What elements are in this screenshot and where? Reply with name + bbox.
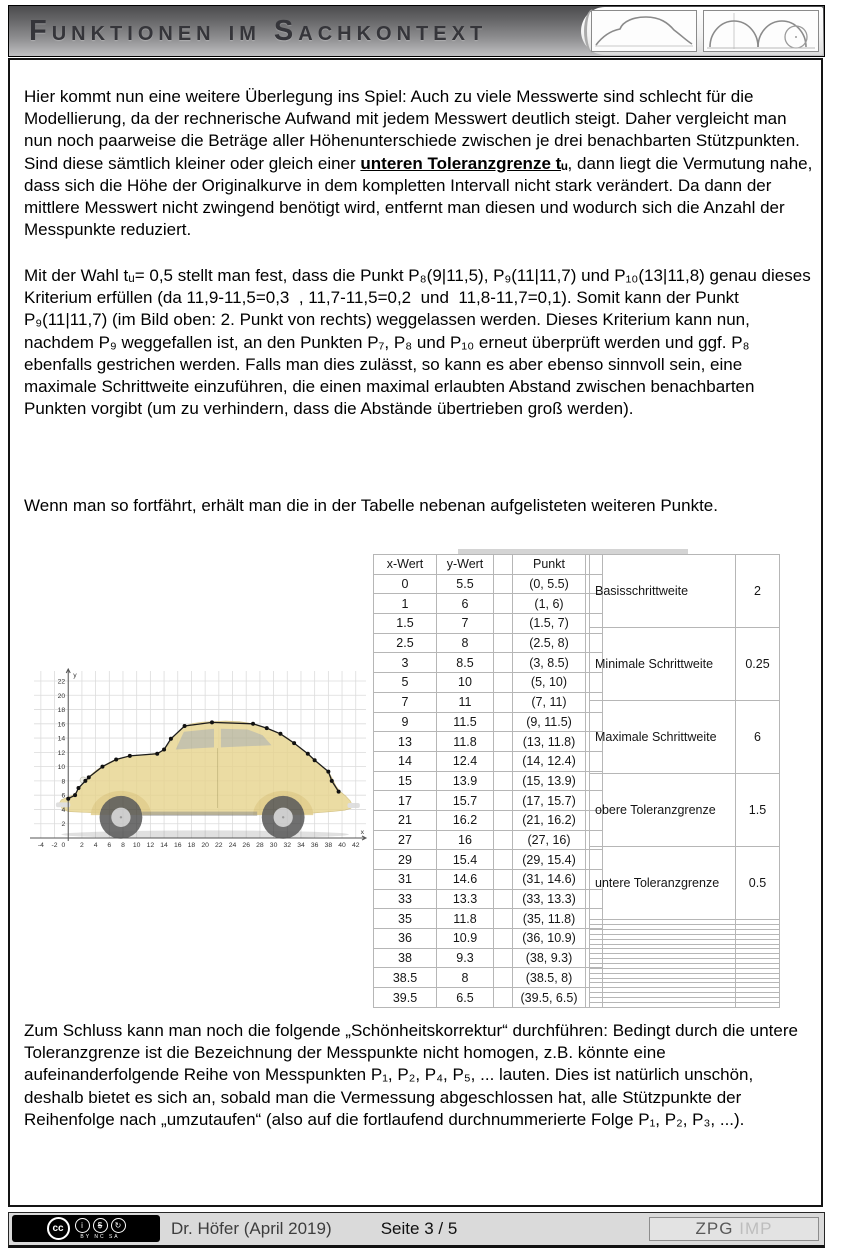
y-value-cell: 10 (437, 673, 494, 693)
content-area (8, 58, 823, 1207)
cc-sa-icon: ↻ (111, 1218, 126, 1233)
punkt-cell: (9, 11.5) (513, 712, 586, 732)
paragraph-3: Wenn man so fortfährt, erhält man die in der Tabelle nebenan aufgelisteten weiteren Punkte. (24, 496, 718, 515)
setting-label-cell: Maximale Schrittweite (590, 701, 736, 774)
svg-text:42: 42 (351, 842, 360, 849)
svg-text:4: 4 (93, 842, 98, 849)
y-value-cell: 8 (437, 968, 494, 988)
svg-text:26: 26 (242, 842, 250, 849)
y-value-cell: 5.5 (437, 574, 494, 594)
x-value-cell: 13 (374, 732, 437, 752)
y-value-cell: 11.8 (437, 732, 494, 752)
svg-text:2: 2 (80, 842, 84, 849)
punkt-cell: (14, 12.4) (513, 751, 586, 771)
setting-value-cell: 6 (736, 701, 780, 774)
y-value-cell: 11.5 (437, 712, 494, 732)
imp-label: IMP (739, 1219, 773, 1238)
punkt-cell: (35, 11.8) (513, 909, 586, 929)
car-profile-curve-icon (591, 10, 697, 52)
spacer-cell (494, 948, 513, 968)
y-value-cell: 7 (437, 614, 494, 634)
svg-text:18: 18 (187, 842, 196, 849)
y-value-cell: 15.4 (437, 850, 494, 870)
setting-label-cell: Minimale Schrittweite (590, 628, 736, 701)
header-thumbnails (581, 7, 823, 55)
setting-value-cell: 2 (736, 555, 780, 628)
y-value-cell: 16 (437, 830, 494, 850)
svg-text:22: 22 (57, 678, 66, 686)
svg-text:38: 38 (324, 842, 333, 849)
punkt-cell: (29, 15.4) (513, 850, 586, 870)
beetle-plot-figure (14, 666, 372, 854)
svg-text:36: 36 (310, 842, 319, 849)
y-value-cell: 9.3 (437, 948, 494, 968)
x-value-cell: 7 (374, 692, 437, 712)
svg-text:y: y (73, 672, 77, 679)
spacer-cell (494, 732, 513, 752)
spacer-cell (494, 614, 513, 634)
x-value-cell: 1.5 (374, 614, 437, 634)
settings-table (589, 554, 780, 1008)
footer-author: Dr. Höfer (April 2019) (171, 1219, 332, 1238)
svg-text:8: 8 (61, 778, 66, 786)
punkt-cell: (13, 11.8) (513, 732, 586, 752)
col-header-y: y-Wert (437, 555, 494, 575)
two-arches-curve-icon (703, 10, 819, 52)
svg-text:10: 10 (132, 842, 141, 849)
punkt-cell: (33, 13.3) (513, 889, 586, 909)
emphasis-untere-toleranzgrenze: unteren Toleranzgrenze tᵤ (360, 153, 568, 173)
paragraph-4: Zum Schluss kann man noch die folgende „Schönheitskorrektur“ durchführen: Bedingt durch die untere Toleranzgrenze ist die Bezeichnung der Messpunkte nicht homogen, z.B. könnte eine aufeinanderfolgende Reihe von Messpunkten P₁, P₂, P₄, P₅, ... lauten. Dies ist natürlich unschön, deshalb bietet es sich an, sobald man die Vermessung abgeschlossen hat, alle Stützpunkte der Reihenfolge nach „umzutaufen“ (also auf die fortlaufend durchnummerierte Folge P₁, P₂, P₃, ...). (24, 1021, 798, 1129)
svg-text:6: 6 (61, 792, 66, 800)
x-value-cell: 39.5 (374, 988, 437, 1008)
spacer-cell (494, 574, 513, 594)
tables-region (373, 554, 773, 1010)
svg-text:8: 8 (121, 842, 125, 849)
cc-nc-icon: $ (93, 1218, 108, 1233)
paragraph-1-text: Hier kommt nun eine weitere Überlegung ins Spiel: Auch zu viele Messwerte sind schlecht für die Modellierung, da der rechnerische Aufwand mit jedem Messwert deutlich steigt. Daher vergleicht man nun noch paarweise die Beträge aller Höhenunterschiede zwischen je drei benachbarten Stützpunkten. Sind diese sämtlich kleiner oder gleich einer (24, 87, 800, 173)
svg-text:-4: -4 (37, 842, 44, 849)
setting-label-cell (590, 1002, 736, 1007)
y-value-cell: 8.5 (437, 653, 494, 673)
x-value-cell: 5 (374, 673, 437, 693)
col-header-punkt: Punkt (513, 555, 586, 575)
y-value-cell: 15.7 (437, 791, 494, 811)
svg-text:4: 4 (61, 806, 66, 814)
spacer-cell (494, 673, 513, 693)
y-value-cell: 11 (437, 692, 494, 712)
spacer-cell (494, 850, 513, 870)
svg-text:34: 34 (297, 842, 305, 849)
punkt-cell: (17, 15.7) (513, 791, 586, 811)
svg-text:22: 22 (215, 842, 223, 849)
x-value-cell: 0 (374, 574, 437, 594)
punkt-cell: (1, 6) (513, 594, 586, 614)
x-value-cell: 29 (374, 850, 437, 870)
punkt-cell: (2.5, 8) (513, 633, 586, 653)
x-value-cell: 33 (374, 889, 437, 909)
svg-text:16: 16 (57, 721, 66, 729)
x-value-cell: 14 (374, 751, 437, 771)
punkt-cell: (27, 16) (513, 830, 586, 850)
svg-text:16: 16 (173, 842, 182, 849)
svg-text:14: 14 (57, 735, 66, 743)
paragraph-1 (24, 86, 816, 241)
svg-text:0: 0 (61, 842, 66, 849)
punkt-cell: (36, 10.9) (513, 929, 586, 949)
svg-text:12: 12 (57, 749, 66, 757)
setting-value-cell (736, 1002, 780, 1007)
y-value-cell: 12.4 (437, 751, 494, 771)
svg-text:18: 18 (57, 707, 66, 715)
paragraph-1-text-after: , dann liegt die Vermutung nahe, dass sich die Höhe der Originalkurve in dem kompletten Intervall nicht stark verändert. Da dann der mittlere Messwert nicht zwingend benötigt wird, entfernt man diesen und wodurch sich die Anzahl der Messpunkte reduziert. (24, 153, 813, 240)
y-value-cell: 6.5 (437, 988, 494, 1008)
spacer-cell (494, 870, 513, 890)
y-value-cell: 13.3 (437, 889, 494, 909)
punkt-cell: (38.5, 8) (513, 968, 586, 988)
setting-value-cell: 1.5 (736, 774, 780, 847)
y-value-cell: 16.2 (437, 810, 494, 830)
cc-license-badge (12, 1215, 160, 1242)
spacer-cell (494, 810, 513, 830)
x-value-cell: 17 (374, 791, 437, 811)
svg-text:12: 12 (146, 842, 155, 849)
setting-value-cell: 0.25 (736, 628, 780, 701)
setting-label-cell: untere Toleranzgrenze (590, 847, 736, 920)
setting-value-cell: 0.5 (736, 847, 780, 920)
x-value-cell: 21 (374, 810, 437, 830)
header-bar (8, 5, 825, 57)
spacer-cell (494, 929, 513, 949)
zpg-imp-badge (649, 1217, 819, 1241)
x-value-cell: 38.5 (374, 968, 437, 988)
x-value-cell: 38 (374, 948, 437, 968)
spacer-cell (494, 633, 513, 653)
svg-text:32: 32 (283, 842, 292, 849)
svg-text:20: 20 (57, 692, 66, 700)
svg-text:14: 14 (160, 842, 168, 849)
cc-icon: cc (47, 1217, 70, 1240)
svg-text:30: 30 (269, 842, 278, 849)
paragraph-2: Mit der Wahl tᵤ= 0,5 stellt man fest, dass die Punkt P₈(9|11,5), P₉(11|11,7) und P₁₀(13|11,8) genau dieses Kriterium erfüllen (da 11,9-11,5=0,3 , 11,7-11,5=0,2 und 11,8-11,7=0,1). Somit kann der Punkt P₉(11|11,7) (im Bild oben: 2. Punkt von rechts) weggelassen werden. Dieses Kriterium kann nun, nachdem P₉ weggefallen ist, an den Punkten P₇, P₈ und P₁₀ erneut überprüft werden und ggf. P₈ ebenfalls gestrichen werden. Falls man dies zulässt, so kann es aber ebenso sinnvoll sein, eine maximale Schrittweite einzuführen, die einen maximal erlaubten Abstand zwischen benachbarten Punkten vorgibt (um zu verhindern, dass die Abstände übertrieben groß werden). (24, 266, 811, 419)
punkt-cell: (0, 5.5) (513, 574, 586, 594)
spacer-cell (494, 791, 513, 811)
y-value-cell: 8 (437, 633, 494, 653)
svg-text:20: 20 (201, 842, 209, 849)
y-value-cell: 11.8 (437, 909, 494, 929)
punkt-cell: (31, 14.6) (513, 870, 586, 890)
punkt-cell: (3, 8.5) (513, 653, 586, 673)
x-value-cell: 9 (374, 712, 437, 732)
x-value-cell: 31 (374, 870, 437, 890)
spacer-cell (494, 830, 513, 850)
cc-by-nc-sa-icons (75, 1218, 126, 1240)
svg-text:-2: -2 (51, 842, 58, 849)
y-value-cell: 6 (437, 594, 494, 614)
svg-text:6: 6 (107, 842, 112, 849)
svg-text:24: 24 (228, 842, 237, 849)
x-value-cell: 1 (374, 594, 437, 614)
spacer-cell (494, 988, 513, 1008)
punkt-cell: (5, 10) (513, 673, 586, 693)
spacer-cell (494, 771, 513, 791)
punkt-cell: (38, 9.3) (513, 948, 586, 968)
y-value-cell: 10.9 (437, 929, 494, 949)
spacer-cell (494, 594, 513, 614)
spacer-cell (494, 555, 513, 575)
x-value-cell: 36 (374, 929, 437, 949)
spacer-cell (494, 653, 513, 673)
x-value-cell: 15 (374, 771, 437, 791)
punkt-cell: (21, 16.2) (513, 810, 586, 830)
svg-text:2: 2 (61, 821, 66, 829)
spacer-cell (494, 692, 513, 712)
y-value-cell: 13.9 (437, 771, 494, 791)
beetle-scatter-plot (14, 666, 372, 854)
zpg-label: ZPG (695, 1219, 734, 1238)
cc-by-icon: i (75, 1218, 90, 1233)
spacer-cell (494, 889, 513, 909)
punkt-cell: (7, 11) (513, 692, 586, 712)
punkt-cell: (39.5, 6.5) (513, 988, 586, 1008)
y-value-cell: 14.6 (437, 870, 494, 890)
points-table (373, 554, 603, 1008)
x-value-cell: 27 (374, 830, 437, 850)
svg-text:x: x (360, 829, 364, 836)
spacer-cell (494, 909, 513, 929)
page-title: Funktionen im Sachkontext (29, 15, 488, 47)
footer-bar (8, 1212, 825, 1248)
spacer-cell (494, 751, 513, 771)
cc-sub-label: BY NC SA (80, 1233, 120, 1240)
setting-label-cell: obere Toleranzgrenze (590, 774, 736, 847)
x-value-cell: 2.5 (374, 633, 437, 653)
spacer-cell (494, 968, 513, 988)
svg-text:40: 40 (338, 842, 346, 849)
svg-text:28: 28 (256, 842, 264, 849)
punkt-cell: (15, 13.9) (513, 771, 586, 791)
setting-label-cell: Basisschrittweite (590, 555, 736, 628)
x-value-cell: 35 (374, 909, 437, 929)
svg-text:10: 10 (57, 764, 66, 772)
spacer-cell (494, 712, 513, 732)
footer-page-number: Seite 3 / 5 (380, 1219, 458, 1238)
col-header-x: x-Wert (374, 555, 437, 575)
punkt-cell: (1.5, 7) (513, 614, 586, 634)
x-value-cell: 3 (374, 653, 437, 673)
